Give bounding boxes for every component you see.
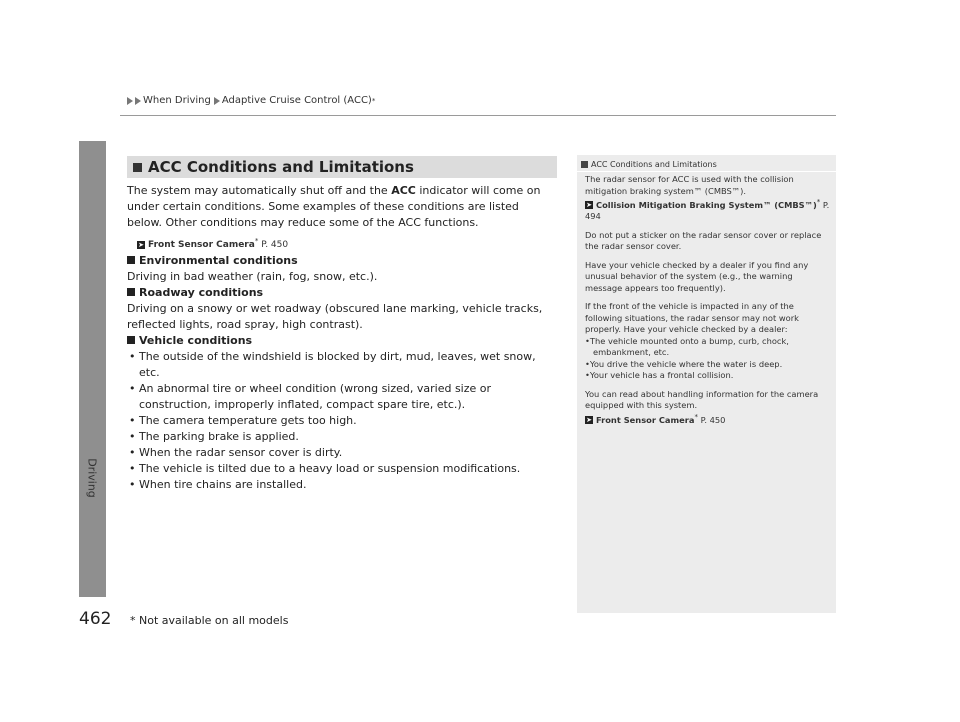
- triangle-icon: [214, 97, 220, 105]
- cross-reference[interactable]: ➤ Collision Mitigation Braking System™ (CMBS™)* P. 494: [585, 198, 830, 222]
- sidebar-note-body: [585, 174, 831, 426]
- triangle-icon: [135, 97, 141, 105]
- list-item: • The camera temperature gets too high.: [129, 414, 357, 427]
- list-item: • The vehicle is tilted due to a heavy load or suspension modifications.: [129, 462, 521, 475]
- note-paragraph: The radar sensor for ACC is used with the collision mitigation braking system™ (CMBS™).: [585, 174, 794, 196]
- list-item: • An abnormal tire or wheel condition (wrong sized, varied size or construction, improperly inflated, compact spare tire, etc.).: [129, 382, 492, 411]
- reference-arrow-icon: ➤: [138, 240, 144, 249]
- square-icon: [127, 256, 135, 264]
- page-number: 462: [79, 609, 112, 629]
- list-item: •The vehicle mounted onto a bump, curb, chock, embankment, etc.: [585, 335, 789, 358]
- reference-arrow-icon: ➤: [586, 201, 592, 210]
- asterisk-mark: *: [371, 96, 376, 105]
- square-icon: [127, 288, 135, 296]
- intro-paragraph: The system may automatically shut off and the ACC indicator will come on under certain conditions. Some examples of these conditions are listed below. Other conditions may reduce some of the ACC functions.: [127, 184, 541, 229]
- sidebar-note-header: ACC Conditions and Limitations: [577, 157, 836, 172]
- cross-reference[interactable]: ➤ Front Sensor Camera* P. 450: [138, 237, 289, 250]
- note-paragraph: Do not put a sticker on the radar sensor cover or replace the radar sensor cover.: [585, 229, 822, 252]
- triangle-icon: [127, 97, 133, 105]
- note-paragraph: Have your vehicle checked by a dealer if you find any unusual behavior of the system (e.g., the warning message appears too frequently).: [585, 259, 809, 293]
- section-header: [127, 156, 557, 178]
- list-item: •Your vehicle has a frontal collision.: [585, 370, 734, 381]
- breadcrumb-item[interactable]: Adaptive Cruise Control (ACC): [221, 95, 372, 106]
- reference-arrow-icon: ➤: [586, 416, 592, 425]
- cross-reference[interactable]: ➤ Front Sensor Camera* P. 450: [586, 412, 726, 425]
- subheading: Environmental conditions: [127, 253, 557, 269]
- list-item: •You drive the vehicle where the water is deep.: [585, 358, 783, 369]
- paragraph: Driving in bad weather (rain, fog, snow, etc.).: [127, 270, 378, 283]
- subheading: Vehicle conditions: [127, 333, 557, 349]
- header-divider: [120, 115, 836, 116]
- footnote: * Not available on all models: [130, 614, 289, 627]
- breadcrumb: [127, 95, 375, 106]
- list-item: • When tire chains are installed.: [129, 478, 307, 491]
- note-marker-icon: [581, 161, 588, 168]
- square-icon: [133, 163, 142, 172]
- section-title: ACC Conditions and Limitations: [148, 158, 414, 176]
- list-item: • The parking brake is applied.: [129, 430, 299, 443]
- breadcrumb-item[interactable]: When Driving: [143, 95, 211, 106]
- side-tab-label: Driving: [85, 458, 99, 498]
- note-paragraph: You can read about handling information for the camera equipped with this system.: [585, 388, 819, 411]
- paragraph: Driving on a snowy or wet roadway (obscured lane marking, vehicle tracks, reflected lights, road spray, high contrast).: [127, 302, 543, 331]
- note-paragraph: If the front of the vehicle is impacted in any of the following situations, the radar sensor may not work properly. Have your vehicle checked by a dealer:: [585, 301, 799, 335]
- side-tab: [79, 141, 106, 597]
- subheading: Roadway conditions: [127, 285, 557, 301]
- list-item: • When the radar sensor cover is dirty.: [129, 446, 343, 459]
- list-item: • The outside of the windshield is blocked by dirt, mud, leaves, wet snow, etc.: [129, 350, 536, 379]
- sidebar-note-box: [577, 155, 836, 613]
- main-content: [127, 183, 557, 493]
- square-icon: [127, 336, 135, 344]
